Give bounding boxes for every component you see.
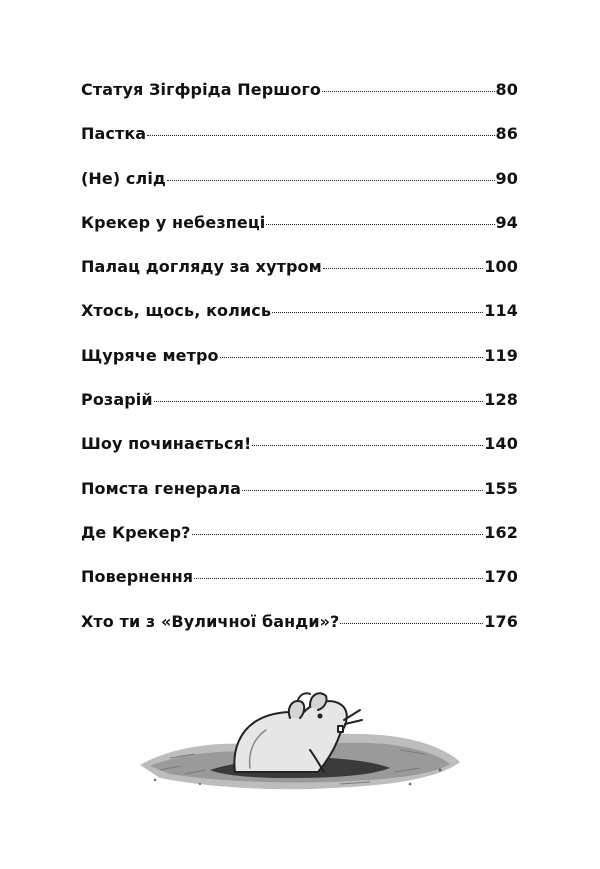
toc-entry-title: Де Крекер? xyxy=(81,522,191,542)
toc-entry-page: 100 xyxy=(484,257,518,277)
toc-entry[interactable] xyxy=(81,169,518,213)
toc-entry-page: 170 xyxy=(484,567,518,587)
toc-entry-page: 128 xyxy=(484,390,518,410)
toc-entry[interactable] xyxy=(81,213,518,257)
toc-dot-leader xyxy=(147,135,494,136)
toc-entry[interactable] xyxy=(81,567,518,611)
toc-entry[interactable] xyxy=(81,301,518,345)
toc-entry-title: Хто ти з «Вуличної банди»? xyxy=(81,611,340,631)
toc-dot-leader xyxy=(323,268,483,269)
toc-dot-leader xyxy=(266,224,494,225)
toc-entry-page: 162 xyxy=(484,522,518,542)
toc-dot-leader xyxy=(242,490,483,491)
toc-entry-title: Крекер у небезпеці xyxy=(81,212,266,232)
toc-entry-title: Пастка xyxy=(81,124,147,144)
toc-dot-leader xyxy=(220,357,484,358)
toc-entry-page: 90 xyxy=(495,168,518,188)
toc-entry[interactable] xyxy=(81,390,518,434)
toc-entry-title: Повернення xyxy=(81,567,194,587)
hamster-in-hole-icon xyxy=(140,680,460,810)
toc-entry-page: 176 xyxy=(484,611,518,631)
toc-entry-title: Хтось, щось, колись xyxy=(81,301,272,321)
toc-entry[interactable] xyxy=(81,434,518,478)
toc-entry-page: 94 xyxy=(495,212,518,232)
toc-entry-page: 86 xyxy=(495,124,518,144)
toc-dot-leader xyxy=(192,534,484,535)
toc-entry[interactable] xyxy=(81,479,518,523)
toc-entry-title: (Не) слід xyxy=(81,168,166,188)
toc-entry[interactable] xyxy=(81,257,518,301)
toc-entry[interactable] xyxy=(81,523,518,567)
toc-dot-leader xyxy=(340,623,483,624)
toc-entry-page: 119 xyxy=(484,345,518,365)
toc-dot-leader xyxy=(154,401,484,402)
toc-entry[interactable] xyxy=(81,612,518,656)
toc-dot-leader xyxy=(194,578,483,579)
toc-entry-title: Статуя Зігфріда Першого xyxy=(81,80,322,99)
table-of-contents xyxy=(81,80,518,656)
toc-entry-page: 80 xyxy=(495,80,518,99)
toc-entry-page: 114 xyxy=(484,301,518,321)
toc-dot-leader xyxy=(322,91,495,92)
toc-entry-title: Помста генерала xyxy=(81,478,241,498)
toc-entry-page: 140 xyxy=(484,434,518,454)
toc-entry-page: 155 xyxy=(484,478,518,498)
toc-dot-leader xyxy=(167,180,495,181)
toc-entry-title: Шоу починається! xyxy=(81,434,252,454)
toc-entry[interactable] xyxy=(81,124,518,168)
toc-dot-leader xyxy=(252,445,483,446)
toc-entry-title: Розарій xyxy=(81,390,153,410)
toc-dot-leader xyxy=(272,312,483,313)
toc-entry[interactable] xyxy=(81,346,518,390)
toc-entry-title: Палац догляду за хутром xyxy=(81,257,322,277)
toc-entry-title: Щуряче метро xyxy=(81,345,219,365)
toc-entry[interactable] xyxy=(81,80,518,124)
